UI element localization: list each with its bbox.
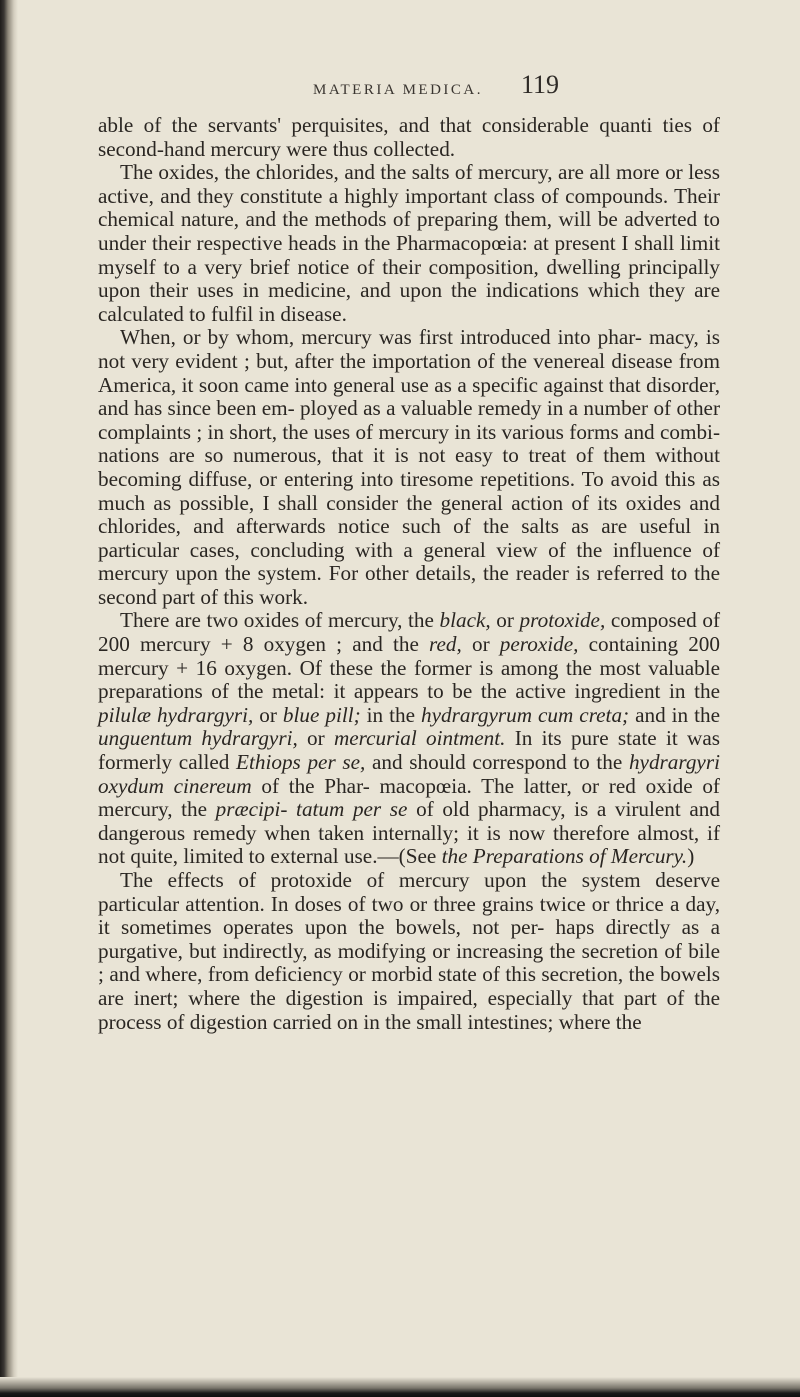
page-header (0, 68, 800, 108)
text-run: The effects of protoxide of mercury upon the system deserve particular attention. In doses of two or three grains twice or thrice a day, it sometimes operates upon the bowels, not per- haps directly as a purgative, but indirectly, as modifying or increasing the secretion of bile ; and where, from deficiency or morbid state of this secretion, the bowels are inert; where the digestion is impaired, especially that part of the process of digestion carried on in the small intestines; where the (98, 868, 720, 1034)
body-text (98, 114, 720, 1034)
text-run: The oxides, the chlorides, and the salts of mercury, are all more or less active, and they constitute a highly important class of compounds. Their chemical nature, and the methods of preparing them, will be adverted to under their respective heads in the Pharmacopœia: at present I shall limit myself to a very brief notice of their composition, dwelling principally upon their uses in medicine, and upon the indications which they are calculated to fulfil in disease. (98, 160, 720, 326)
text-run: able of the servants' perquisites, and that considerable quanti ties of second-hand mercury were thus collected. (98, 113, 720, 161)
italic-run: the Preparations of Mercury. (441, 844, 688, 869)
text-run: and should correspond to the (365, 750, 629, 775)
text-run: or (253, 702, 283, 727)
text-run: of the Phar- macopœia. The latter, or red oxide of mercury, the (98, 773, 720, 822)
italic-run: peroxide, (499, 632, 579, 657)
paragraph (98, 609, 720, 869)
text-run: ) (687, 844, 695, 869)
text-run: of old pharmacy, is a virulent and dangerous remedy when taken internally; it is now therefore almost, if not quite, limited to external use.—(See (98, 797, 720, 869)
italic-run: blue pill; (282, 702, 361, 727)
paragraph (98, 114, 720, 161)
text-run: containing 200 mercury + 16 oxygen. Of these the former is among the most valuable preparations of the metal: it appears to be the active ingredient in the (98, 632, 720, 704)
text-run: or (490, 608, 520, 633)
text-run: In its pure state it was formerly called (98, 726, 720, 775)
text-run: or (461, 632, 500, 657)
italic-run: pilulæ hydrargyri, (98, 702, 254, 727)
running-head: MATERIA MEDICA. (313, 82, 484, 98)
text-run: composed of 200 mercury + 8 oxygen ; and the (98, 608, 720, 657)
italic-run: protoxide, (519, 608, 606, 633)
italic-run: unguentum hydrargyri, (98, 726, 298, 751)
page-bottom-edge (0, 1377, 800, 1397)
page-binding-edge (0, 0, 18, 1397)
text-run: When, or by whom, mercury was first introduced into phar- macy, is not very evident ; but, after the importation of the venereal disease from America, it soon came into general use as a specific against that disorder, and has since been em- ployed as a valuable remedy in a number of other complaints ; in short, the uses of mercury in its various forms and combi- nations are so numerous, that it is not easy to treat of them without becoming diffuse, or entering into tiresome repetitions. To avoid this as much as possible, I shall consider the general action of its oxides and chlorides, and afterwards notice such of the salts as are useful in particular cases, concluding with a general view of the influence of mercury upon the system. For other details, the reader is referred to the second part of this work. (98, 325, 720, 609)
paragraph (98, 161, 720, 326)
text-run: and in the (629, 702, 720, 727)
italic-run: mercurial ointment. (333, 726, 506, 751)
italic-run: red, (429, 632, 462, 657)
italic-run: black, (439, 608, 491, 633)
page-number: 119 (521, 70, 560, 99)
paragraph (98, 326, 720, 609)
italic-run: Ethiops per se, (236, 750, 366, 775)
text-run: or (297, 726, 334, 751)
paragraph (98, 869, 720, 1034)
text-run: in the (360, 702, 421, 727)
italic-run: hydrargyri oxydum cinereum (98, 750, 720, 798)
italic-run: præcipi- tatum per se (215, 797, 408, 822)
text-run: There are two oxides of mercury, the (120, 608, 440, 633)
italic-run: hydrargyrum cum creta; (421, 702, 630, 727)
